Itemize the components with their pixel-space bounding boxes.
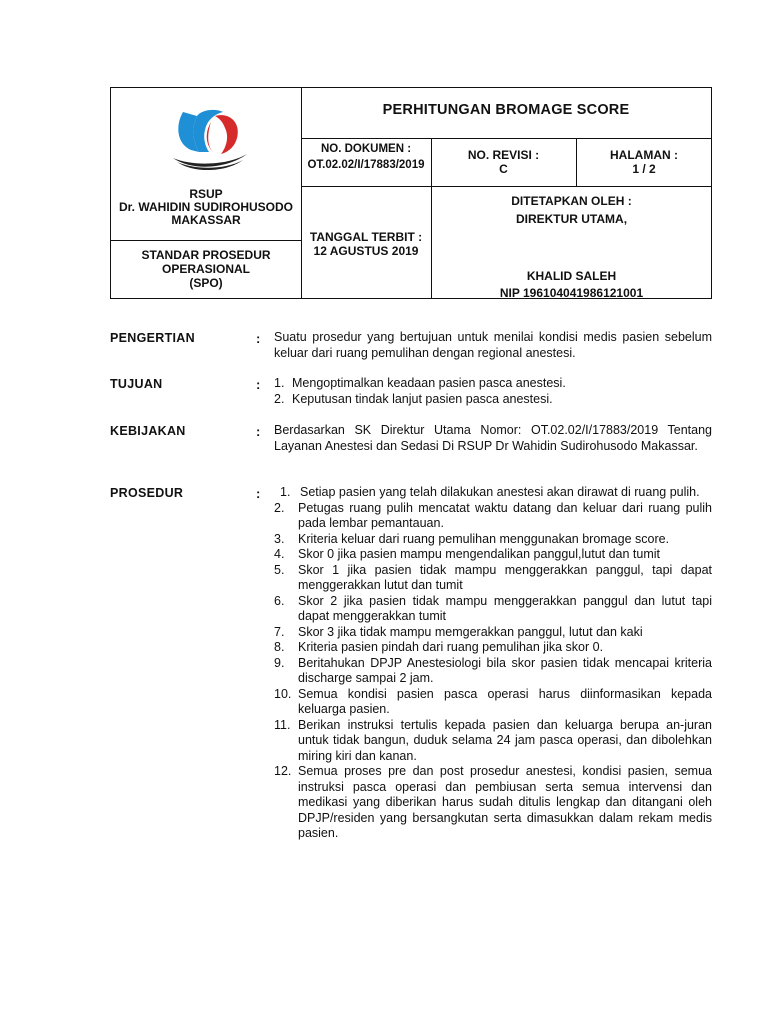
list-tujuan	[274, 376, 712, 407]
list-item-text: Skor 3 jika tidak mampu memgerakkan panggul, lutut dan kaki	[298, 624, 643, 639]
list-item-number: 3.	[274, 531, 285, 546]
document-number-cell	[301, 141, 431, 173]
hospital-line-3: MAKASSAR	[171, 213, 241, 227]
section-label-kebijakan: KEBIJAKAN	[110, 424, 186, 438]
list-item	[274, 501, 712, 532]
revision-label: NO. REVISI :	[467, 148, 540, 162]
list-item	[274, 718, 712, 765]
list-item	[274, 485, 712, 501]
header-divider-vertical	[301, 88, 302, 298]
issue-date-label: TANGGAL TERBIT :	[309, 230, 423, 244]
hospital-logo-icon	[171, 106, 251, 174]
list-item	[274, 376, 712, 392]
list-item	[274, 687, 712, 718]
list-item-number: 11.	[274, 717, 291, 732]
list-item-number: 12.	[274, 764, 292, 778]
document-header-table	[110, 87, 712, 299]
spo-line-1: STANDAR PROSEDUR	[141, 248, 271, 262]
signer-name: KHALID SALEH	[526, 269, 617, 283]
list-item-text: Keputusan tindak lanjut pasien pasca anestesi.	[292, 391, 553, 406]
list-item-text: Skor 1 jika pasien tidak mampu menggerakkan panggul, tapi dapat menggerakkan lutut dan tumit	[298, 562, 712, 592]
list-item-number: 9.	[274, 655, 285, 670]
spo-line-2: OPERASIONAL	[161, 262, 250, 276]
colon-tujuan: :	[256, 377, 261, 392]
section-text-kebijakan: Berdasarkan SK Direktur Utama Nomor: OT.02.02/I/17883/2019 Tentang Layanan Anestesi dan Sedasi Di RSUP Dr Wahidin Sudirohusodo Makassar.	[274, 423, 712, 453]
hospital-name	[111, 188, 301, 227]
list-item-number: 5.	[274, 562, 285, 577]
hospital-line-2: Dr. WAHIDIN SUDIROHUSODO	[118, 200, 293, 214]
colon-kebijakan: :	[256, 424, 261, 439]
list-item-number: 7.	[274, 624, 285, 639]
list-item-text: Mengoptimalkan keadaan pasien pasca anestesi.	[292, 376, 566, 390]
page-label: HALAMAN :	[610, 148, 678, 162]
list-item-number: 6.	[274, 593, 285, 608]
spo-label	[111, 248, 301, 290]
list-item	[274, 656, 712, 687]
list-item-text: Skor 0 jika pasien mampu mengendalikan panggul,lutut dan tumit	[298, 547, 661, 561]
header-divider-left	[111, 240, 301, 241]
document-number-label: NO. DOKUMEN :	[320, 143, 412, 155]
list-item-number: 8.	[274, 640, 285, 654]
signer-nip: NIP 196104041986121001	[499, 286, 644, 300]
document-title: PERHITUNGAN BROMAGE SCORE	[382, 102, 630, 118]
list-item-text: Kriteria keluar dari ruang pemulihan menggunakan bromage score.	[298, 531, 670, 546]
section-label-pengertian: PENGERTIAN	[110, 331, 195, 345]
issue-date-value: 12 AGUSTUS 2019	[313, 244, 419, 258]
list-item-text: Setiap pasien yang telah dilakukan anestesi akan dirawat di ruang pulih.	[300, 485, 700, 499]
page-cell	[576, 148, 712, 176]
list-prosedur	[274, 485, 712, 842]
header-divider-title	[301, 138, 711, 139]
list-item	[274, 563, 712, 594]
list-item	[274, 547, 712, 563]
list-item-text: Semua kondisi pasien pasca operasi harus diinformasikan kepada keluarga pasien.	[298, 686, 712, 716]
section-label-prosedur: PROSEDUR	[110, 486, 184, 500]
list-item-number: 1.	[280, 485, 291, 499]
section-text-pengertian: Suatu prosedur yang bertujuan untuk menilai kondisi medis pasien sebelum keluar dari ruang pemulihan dengan regional anestesi.	[274, 330, 712, 360]
list-item-text: Skor 2 jika pasien tidak mampu menggerakkan panggul dan lutut tapi dapat menggerakkan tumit	[298, 593, 712, 623]
page-value: 1 / 2	[632, 162, 656, 176]
list-item-number: 4.	[274, 547, 285, 561]
approval-label: DITETAPKAN OLEH :	[511, 194, 632, 208]
issue-date-cell	[301, 230, 431, 258]
list-item-number: 10.	[274, 686, 292, 701]
list-item	[274, 532, 712, 548]
signature-cell	[431, 268, 712, 302]
spo-line-3: (SPO)	[189, 276, 223, 290]
list-item	[274, 625, 712, 641]
list-item-number: 2.	[274, 500, 285, 515]
list-item-text: Kriteria pasien pindah dari ruang pemulihan jika skor 0.	[298, 640, 604, 654]
list-item-number: 1.	[274, 376, 285, 390]
approval-cell	[431, 192, 712, 228]
list-item-text: Semua proses pre dan post prosedur anestesi, kondisi pasien, semua instruksi pasca operasi dan pembiusan serta semua intervensi dan medikasi yang diberikan harus sudah ditulis lengkap dan ditangani oleh DPJP/residen yang bersangkutan serta dimasukkan dalam rekam medis pasien.	[298, 764, 712, 840]
list-item	[274, 594, 712, 625]
revision-cell	[431, 148, 576, 176]
hospital-line-1: RSUP	[189, 187, 223, 201]
colon-prosedur: :	[256, 486, 261, 501]
list-item	[274, 764, 712, 842]
list-item-text: Berikan instruksi tertulis kepada pasien dan keluarga berupa an-juran untuk tidak bangun, duduk selama 24 jam pasca operasi, dan dibolehkan miring kiri dan kanan.	[298, 717, 712, 763]
list-item-text: Beritahukan DPJP Anestesiologi bila skor pasien tidak mencapai kriteria discharge sampai 2 jam.	[298, 655, 712, 685]
document-number-value: OT.02.02/I/17883/2019	[307, 159, 425, 171]
revision-value: C	[499, 162, 508, 176]
approval-role: DIREKTUR UTAMA,	[515, 212, 628, 226]
colon-pengertian: :	[256, 331, 261, 346]
header-divider-meta	[301, 186, 711, 187]
list-item-number: 2.	[274, 391, 285, 406]
list-item	[274, 392, 712, 408]
section-label-tujuan: TUJUAN	[110, 377, 163, 391]
list-item	[274, 640, 712, 656]
list-item-text: Petugas ruang pulih mencatat waktu datang dan keluar dari ruang pulih pada lembar pemantauan.	[298, 500, 712, 530]
